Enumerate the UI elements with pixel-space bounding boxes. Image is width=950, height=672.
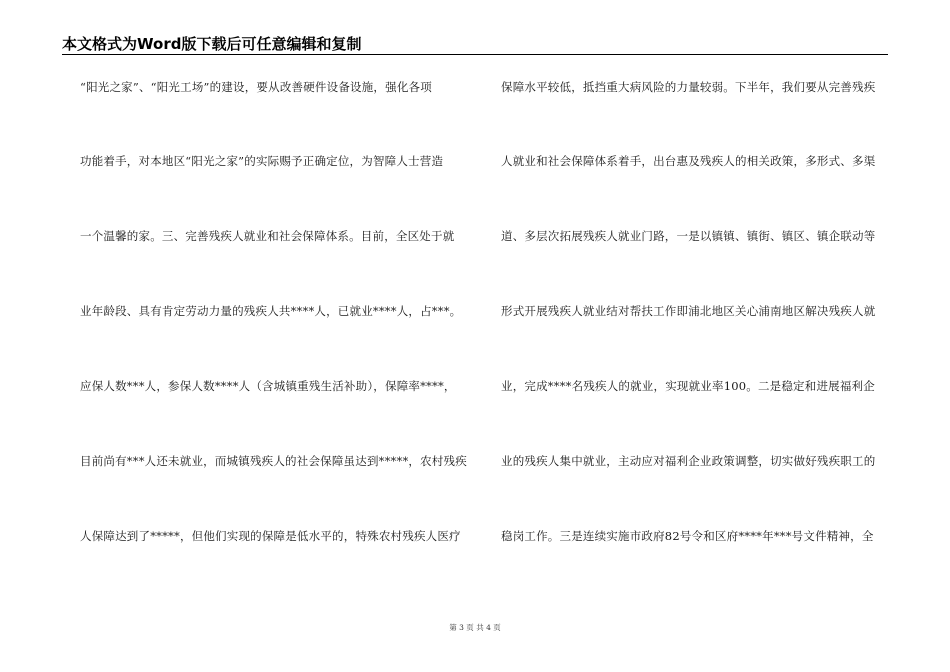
paragraph-line: 保障水平较低，抵挡重大病风险的力量较弱。下半年，我们要从完善残疾 xyxy=(501,80,876,94)
header-divider xyxy=(62,54,888,55)
paragraph-line: 业，完成****名残疾人的就业，实现就业率100。二是稳定和进展福利企 xyxy=(501,379,875,393)
paragraph-line: 稳岗工作。三是连续实施市政府82号令和区府****年***号文件精神，全 xyxy=(501,529,874,543)
paragraph-line: “阳光之家”、“阳光工场”的建设，要从改善硬件设备设施，强化各项 xyxy=(80,80,432,94)
paragraph-line: 目前尚有***人还未就业，而城镇残疾人的社会保障虽达到*****，农村残疾 xyxy=(80,454,467,468)
paragraph-line: 业年龄段、具有肯定劳动力量的残疾人共****人，已就业****人，占***。 xyxy=(80,304,462,318)
paragraph-line: 应保人数***人，参保人数****人（含城镇重残生活补助），保障率****， xyxy=(80,379,456,393)
paragraph-line: 人就业和社会保障体系着手，出台惠及残疾人的相关政策，多形式、多渠 xyxy=(501,154,876,168)
paragraph-line: 形式开展残疾人就业结对帮扶工作即浦北地区关心浦南地区解决残疾人就 xyxy=(501,304,876,318)
paragraph-line: 人保障达到了*****，但他们实现的保障是低水平的，特殊农村残疾人医疗 xyxy=(80,529,461,543)
page-number-footer: 第 3 页 共 4 页 xyxy=(449,623,501,632)
document-header-title: 本文格式为Word版下载后可任意编辑和复制 xyxy=(62,35,362,53)
paragraph-line: 道、多层次拓展残疾人就业门路，一是以镇镇、镇街、镇区、镇企联动等 xyxy=(501,229,876,243)
paragraph-line: 业的残疾人集中就业，主动应对福利企业政策调整，切实做好残疾职工的 xyxy=(501,454,876,468)
paragraph-line: 一个温馨的家。三、完善残疾人就业和社会保障体系。目前，全区处于就 xyxy=(80,229,455,243)
paragraph-line: 功能着手，对本地区“阳光之家”的实际赐予正确定位，为智障人士营造 xyxy=(80,154,444,168)
